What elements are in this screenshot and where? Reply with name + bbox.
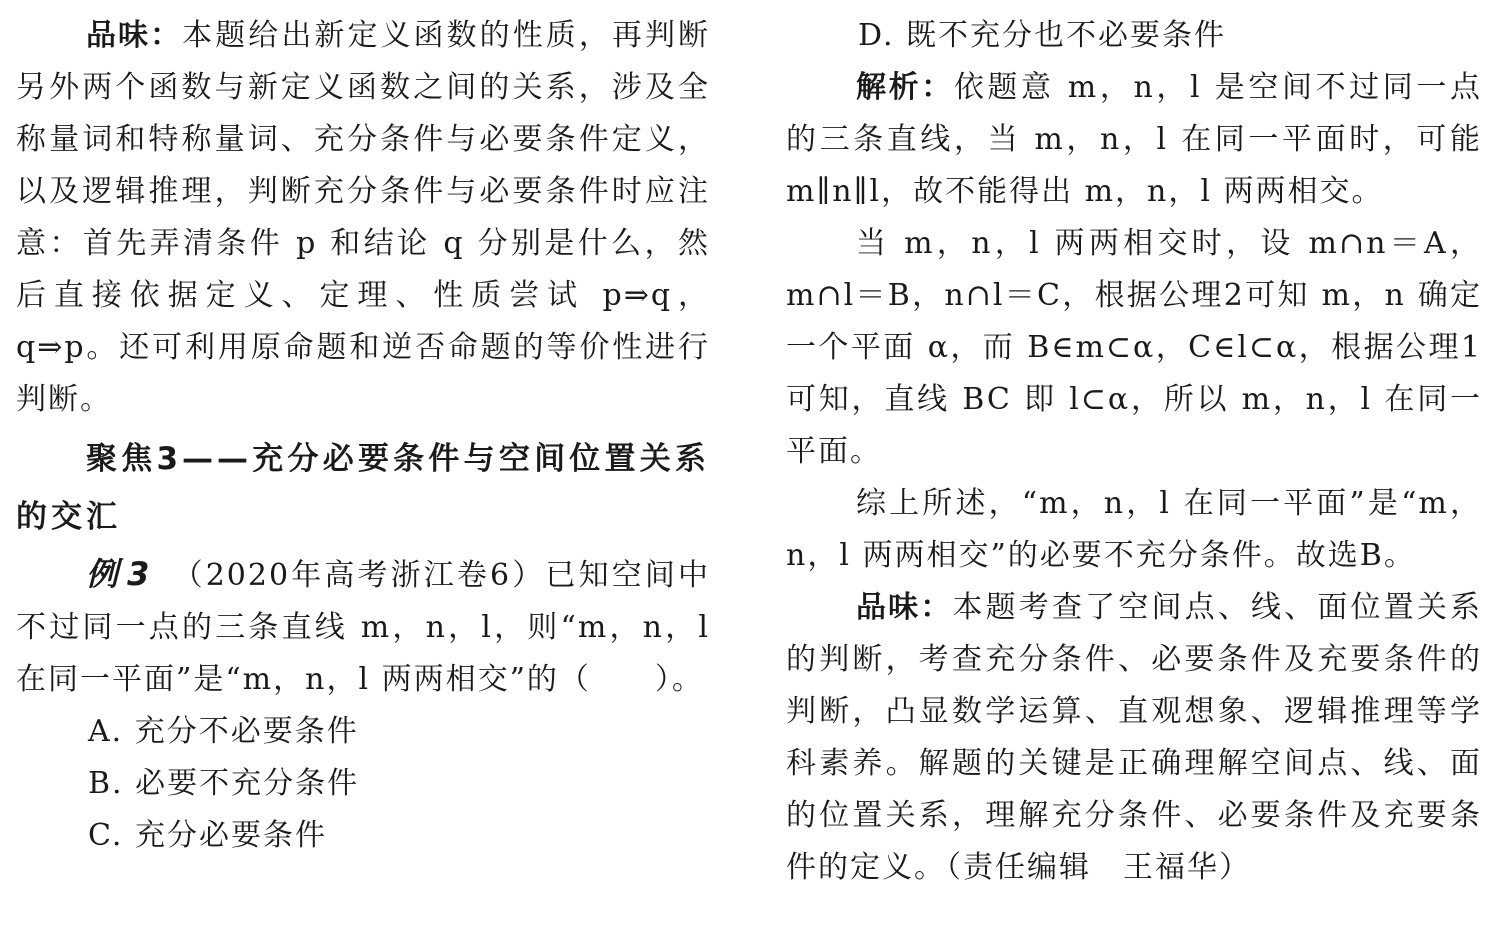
option-b: B. 必要不充分条件 <box>88 766 360 801</box>
example-label: 例3 <box>86 555 158 593</box>
option-c: C. 充分必要条件 <box>88 818 327 853</box>
section-heading: 聚焦3——充分必要条件与空间位置关系的交汇 <box>16 441 710 535</box>
analysis-paragraph <box>786 62 1482 218</box>
conclusion-paragraph: 综上所述，“m，n，l 在同一平面”是“m，n，l 两两相交”的必要不充分条件。故选B。 <box>786 486 1482 573</box>
example-text: （2020年高考浙江卷6）已知空间中不过同一点的三条直线 m，n，l，则“m，n，l 在同一平面”是“m，n，l 两两相交”的（ ）。 <box>16 558 710 697</box>
right-column <box>786 10 1482 894</box>
example-paragraph <box>16 548 710 706</box>
commentary-text-2: 本题考查了空间点、线、面位置关系的判断，考查充分条件、必要条件及充要条件的判断，凸显数学运算、直观想象、逻辑推理等学科素养。解题的关键是正确理解空间点、线、面的位置关系，理解充分条件、必要条件及充要条件的定义。（责任编辑 王福华） <box>786 590 1482 885</box>
commentary-paragraph-1 <box>16 10 710 426</box>
option-d: D. 既不充分也不必要条件 <box>858 18 1227 53</box>
analysis-paragraph-2: 当 m，n，l 两两相交时，设 m∩n＝A，m∩l＝B，n∩l＝C，根据公理2可知 m，n 确定一个平面 α，而 B∈m⊂α，C∈l⊂α，根据公理1可知，直线 BC 即 l⊂α，所以 m，n，l 在同一平面。 <box>786 226 1482 469</box>
commentary-label-2: 品味： <box>856 590 953 625</box>
option-a: A. 充分不必要条件 <box>88 714 359 749</box>
left-column <box>16 10 710 862</box>
commentary-label-1: 品味： <box>86 18 183 53</box>
commentary-text-1: 本题给出新定义函数的性质，再判断另外两个函数与新定义函数之间的关系，涉及全称量词和特称量词、充分条件与必要条件定义，以及逻辑推理，判断充分条件与必要条件时应注意：首先弄清条件 p 和结论 q 分别是什么，然后直接依据定义、定理、性质尝试 p⇒q，q⇒p。还可利用原命题和逆否命题的等价性进行判断。 <box>16 18 711 417</box>
analysis-text: 依题意 m，n，l 是空间不过同一点的三条直线，当 m，n，l 在同一平面时，可能 m∥n∥l，故不能得出 m，n，l 两两相交。 <box>786 70 1483 209</box>
commentary-paragraph-2 <box>786 582 1482 894</box>
analysis-label: 解析： <box>856 70 954 105</box>
